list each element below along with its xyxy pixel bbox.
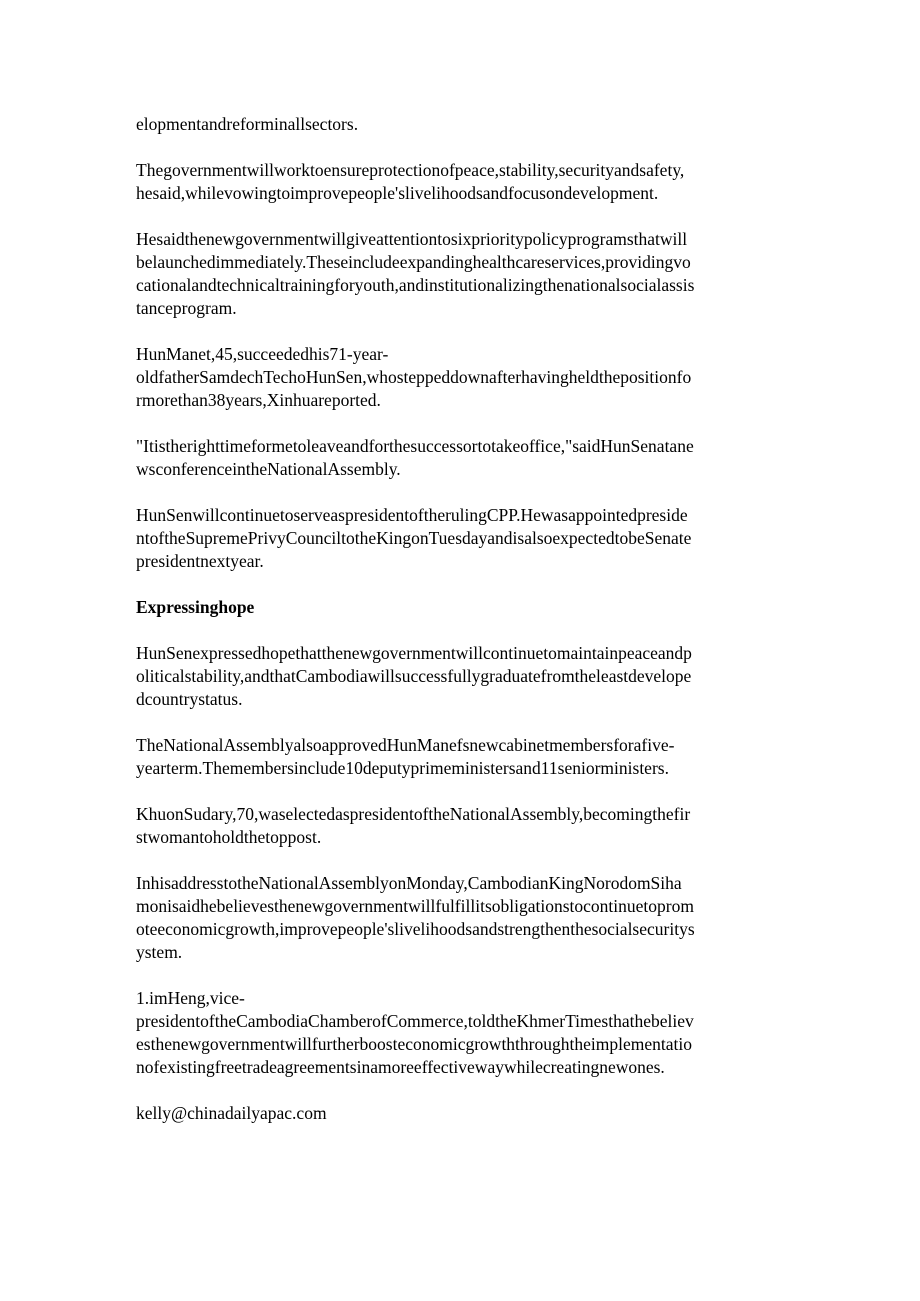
text-line: yearterm.Themembersinclude10deputyprimeministersand11seniorministers. — [136, 758, 669, 778]
text-line: dcountrystatus. — [136, 689, 243, 709]
paragraph-5 — [136, 435, 780, 481]
text-line: Hesaidthenewgovernmentwillgiveattentiontosixprioritypolicyprogramsthatwill — [136, 229, 688, 249]
paragraph-11 — [136, 987, 780, 1079]
paragraph-6 — [136, 504, 780, 573]
paragraph-10 — [136, 872, 780, 964]
paragraph-3 — [136, 228, 780, 320]
text-line: presidentnextyear. — [136, 551, 264, 571]
article-body — [136, 113, 780, 1148]
text-line: elopmentandreforminallsectors. — [136, 114, 359, 134]
text-line: ystem. — [136, 942, 183, 962]
text-line: tanceprogram. — [136, 298, 237, 318]
text-line: HunSenwillcontinuetoserveaspresidentoftherulingCPP.Hewasappointedpreside — [136, 505, 688, 525]
text-line: oldfatherSamdechTechoHunSen,whosteppeddownafterhavingheldthepositionfo — [136, 367, 692, 387]
text-line: hesaid,whilevowingtoimprovepeople'slivelihoodsandfocusondevelopment. — [136, 183, 659, 203]
text-line: "Itistherighttimeformetoleaveandforthesuccessortotakeoffice,"saidHunSenatane — [136, 436, 694, 456]
text-line: nofexistingfreetradeagreementsinamoreeffectivewaywhilecreatingnewones. — [136, 1057, 665, 1077]
paragraph-2 — [136, 159, 780, 205]
paragraph-4 — [136, 343, 780, 412]
text-line: ntoftheSupremePrivyCounciltotheKingonTuesdayandisalsoexpectedtobeSenate — [136, 528, 692, 548]
section-heading — [136, 596, 780, 619]
text-line: InhisaddresstotheNationalAssemblyonMonday,CambodianKingNorodomSiha — [136, 873, 682, 893]
text-line: oliticalstability,andthatCambodiawillsuccessfullygraduatefromtheleastdevelope — [136, 666, 692, 686]
email-line: kelly@chinadailyapac.com — [136, 1103, 327, 1123]
paragraph-1 — [136, 113, 780, 136]
author-email — [136, 1102, 780, 1125]
heading-line: Expressinghope — [136, 597, 255, 617]
text-line: oteeconomicgrowth,improvepeople'slivelihoodsandstrengthenthesocialsecuritys — [136, 919, 695, 939]
text-line: esthenewgovernmentwillfurtherboosteconomicgrowththroughtheimplementatio — [136, 1034, 692, 1054]
text-line: HunManet,45,succeededhis71-year- — [136, 344, 389, 364]
text-line: HunSenexpressedhopethatthenewgovernmentwillcontinuetomaintainpeaceandp — [136, 643, 692, 663]
text-line: stwomantoholdthetoppost. — [136, 827, 322, 847]
text-line: monisaidhebelievesthenewgovernmentwillfulfillitsobligationstocontinuetoprom — [136, 896, 694, 916]
text-line: KhuonSudary,70,waselectedaspresidentoftheNationalAssembly,becomingthefir — [136, 804, 691, 824]
text-line: wsconferenceintheNationalAssembly. — [136, 459, 401, 479]
paragraph-9 — [136, 803, 780, 849]
text-line: belaunchedimmediately.Theseincludeexpandinghealthcareservices,providingvo — [136, 252, 691, 272]
text-line: cationalandtechnicaltrainingforyouth,andinstitutionalizingthenationalsocialassis — [136, 275, 695, 295]
paragraph-8 — [136, 734, 780, 780]
text-line: TheNationalAssemblyalsoapprovedHunManefsnewcabinetmembersforafive- — [136, 735, 675, 755]
text-line: Thegovernmentwillworktoensureprotectionofpeace,stability,securityandsafety, — [136, 160, 685, 180]
text-line: rmorethan38years,Xinhuareported. — [136, 390, 381, 410]
paragraph-7 — [136, 642, 780, 711]
text-line: presidentoftheCambodiaChamberofCommerce,toldtheKhmerTimesthathebeliev — [136, 1011, 694, 1031]
text-line: 1.imHeng,vice- — [136, 988, 245, 1008]
